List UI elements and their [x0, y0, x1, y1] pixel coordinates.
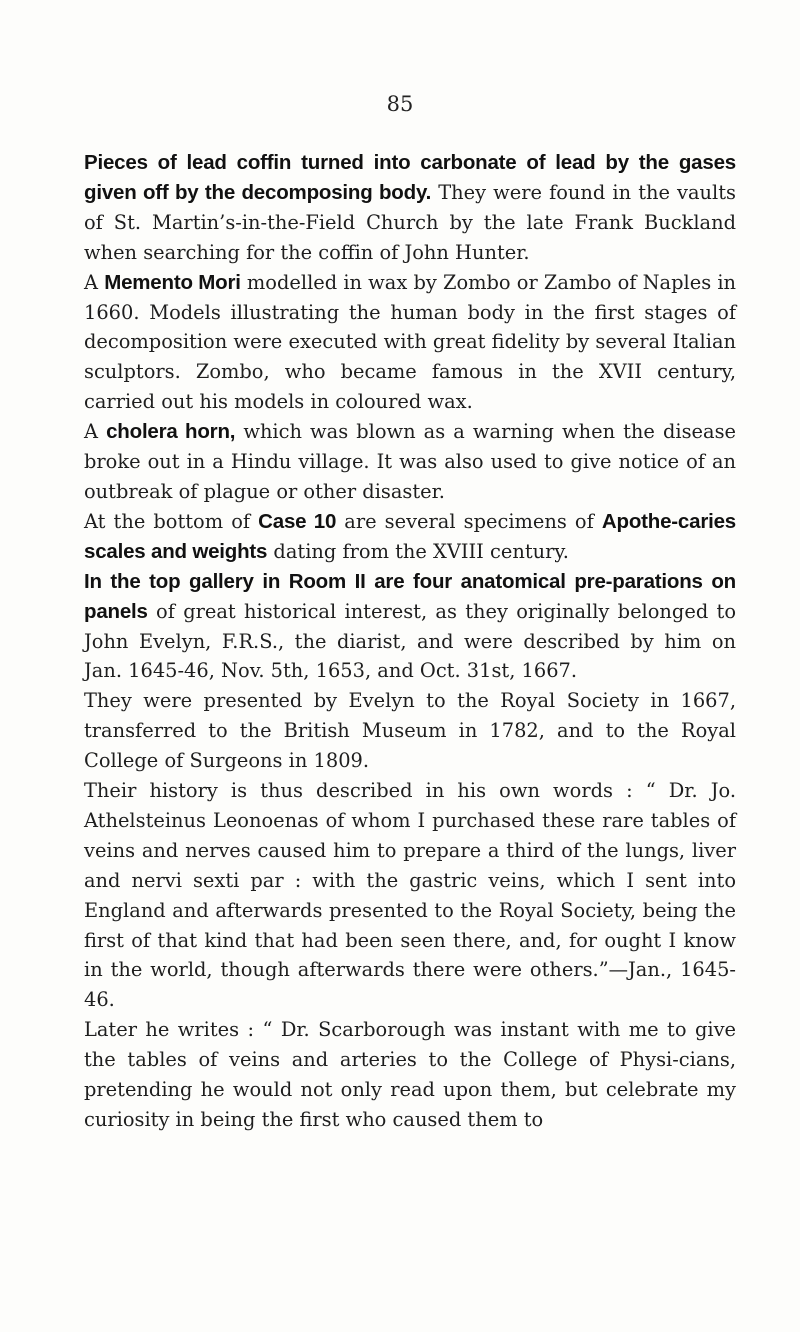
- paragraph-lead: A: [84, 270, 105, 294]
- heading-cholera-horn: cholera horn,: [106, 420, 236, 444]
- paragraph-scarborough: [84, 1015, 736, 1135]
- paragraph-text: which was blown as a warning when the disease broke out in a Hindu village. It was also used to give notice of an outbreak of plague or other disaster.: [84, 420, 736, 503]
- paragraph-text: of great historical interest, as they originally belonged to John Evelyn, F.R.S., the diarist, and were described by him on Jan. 1645-46, Nov. 5th, 1653, and Oct. 31st, 1667.: [84, 599, 736, 683]
- paragraph-text: dating from the XVIII century.: [267, 539, 569, 563]
- paragraph-lead: At the bottom of: [84, 509, 259, 533]
- heading-top-gallery: In the top gallery in Room II are four anatomical pre-parations on panels: [84, 569, 736, 623]
- paragraph-memento-mori: [84, 268, 736, 418]
- paragraph-lead-coffin: [84, 148, 736, 268]
- paragraph-royal-society: [84, 686, 736, 776]
- body-text: [84, 148, 736, 1135]
- paragraph-case-10: [84, 507, 736, 567]
- paragraph-cholera-horn: [84, 417, 736, 507]
- paragraph-top-gallery: [84, 567, 736, 687]
- page-number: 85: [386, 92, 414, 116]
- heading-lead-coffin: Pieces of lead coffin turned into carbonate of lead by the gases given off by the decomposing body.: [84, 151, 736, 204]
- paragraph-lead: A: [84, 420, 107, 444]
- paragraph-text: Later he writes : “ Dr. Scarborough was instant with me to give the tables of veins and arteries to the College of Physi-cians, pretending he would not only read upon them, but celebrate my curiosity in being the first who caused them to: [84, 1018, 736, 1131]
- heading-case-10: Case 10: [258, 509, 337, 533]
- paragraph-evelyn-quote: [84, 776, 736, 1015]
- heading-apothecaries-scales: Apothe-caries scales and weights: [84, 509, 736, 563]
- paragraph-text: They were found in the vaults of St. Martin’s-in-the-Field Church by the late Frank Buckland when searching for the coffin of John Hunter.: [84, 180, 736, 264]
- paragraph-text: Their history is thus described in his own words : “ Dr. Jo. Athelsteinus Leonoenas of whom I purchased these rare tables of veins and nerves caused him to prepare a third of the lungs, liver and nervi sexti par : with the gastric veins, which I sent into England and afterwards presented to the Royal Society, being the first of that kind that had been seen there, and, for ought I know in the world, though afterwards there were others.”—Jan., 1645-46.: [84, 779, 736, 1012]
- paragraph-text: modelled in wax by Zombo or Zambo of Naples in 1660. Models illustrating the human body in the first stages of decomposition were executed with great fidelity by several Italian sculptors. Zombo, who became famous in the XVII century, carried out his models in coloured wax.: [84, 270, 737, 414]
- paragraph-text: are several specimens of: [336, 509, 602, 533]
- paragraph-text: They were presented by Evelyn to the Royal Society in 1667, transferred to the British Museum in 1782, and to the Royal College of Surgeons in 1809.: [84, 689, 736, 773]
- heading-memento-mori: Memento Mori: [104, 270, 241, 294]
